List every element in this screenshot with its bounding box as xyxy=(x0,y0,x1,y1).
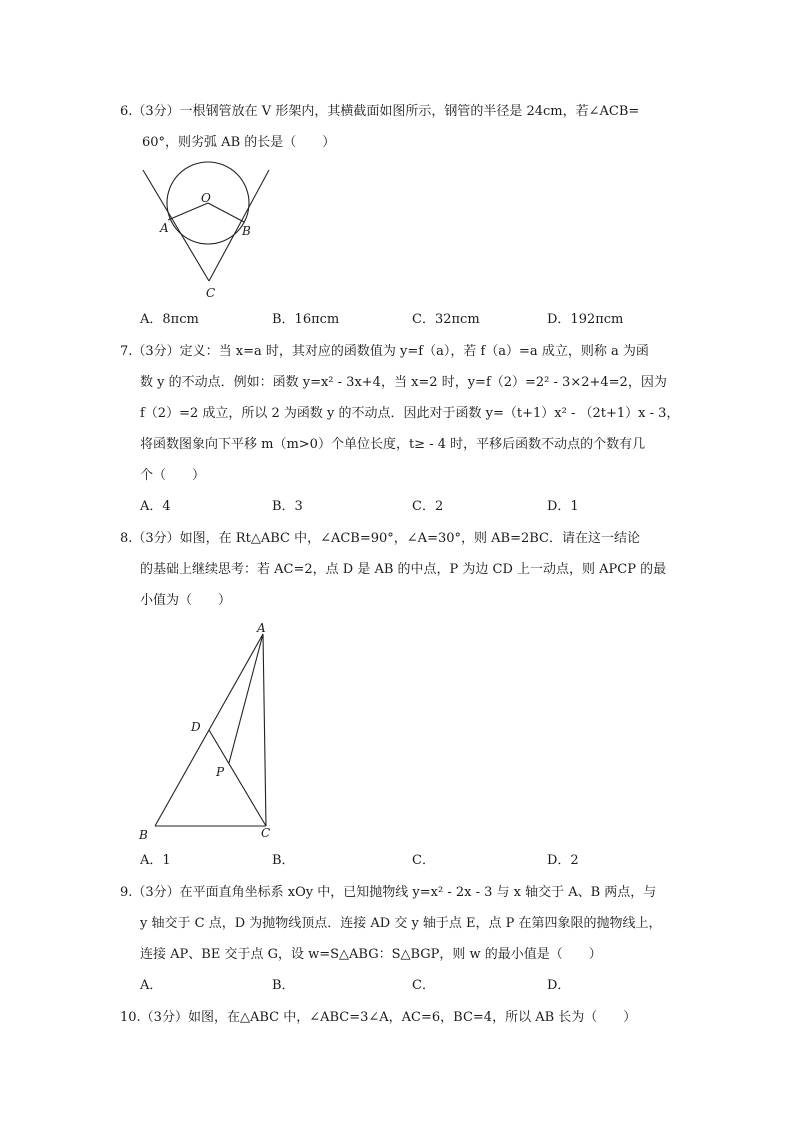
label-a: A xyxy=(160,221,169,235)
label-b: B xyxy=(242,224,251,238)
q7-option-b[interactable]: B．3 xyxy=(272,499,303,514)
q8-line-2: 的基础上继续思考：若 AC=2，点 D 是 AB 的中点，P 为边 CD 上一动点，则 APCP 的最 xyxy=(140,562,667,577)
v-frame-left-arm xyxy=(143,170,209,281)
q9-option-b[interactable]: B． xyxy=(272,978,295,993)
q9-line-1: 9.（3分）在平面直角坐标系 xOy 中，已知抛物线 y=x² - 2x - 3 与 x 轴交于 A、B 两点，与 xyxy=(120,885,657,900)
q7-option-d[interactable]: D．1 xyxy=(547,499,579,514)
q6-option-d[interactable]: D．192πcm xyxy=(547,312,624,327)
q6-option-b[interactable]: B．16πcm xyxy=(272,312,340,327)
q7-line-4: 将函数图象向下平移 m（m>0）个单位长度，t≥ - 4 时，平移后函数不动点的个数有几 xyxy=(140,437,646,452)
q8-option-a[interactable]: A．1 xyxy=(140,853,171,868)
q9-line-3: 连接 AP、BE 交于点 G，设 w=S△ABG：S△BGP，则 w 的最小值是（ ） xyxy=(140,947,602,962)
q7-line-2: 数 y 的不动点．例如：函数 y=x² - 3x+4，当 x=2 时，y=f（2）=2² - 3×2+4=2，因为 xyxy=(140,375,667,390)
segment-ap xyxy=(229,634,263,763)
q9-option-c[interactable]: C． xyxy=(412,978,435,993)
q7-line-5: 个（ ） xyxy=(140,468,206,483)
q8-option-b[interactable]: B． xyxy=(272,853,295,868)
label-b: B xyxy=(139,828,148,842)
radius-ob xyxy=(208,203,244,222)
q7-line-1: 7.（3分）定义：当 x=a 时，其对应的函数值为 y=f（a），若 f（a）=a 成立，则称 a 为函 xyxy=(120,344,649,359)
v-frame-right-arm xyxy=(209,170,269,281)
q9-option-a[interactable]: A． xyxy=(140,978,163,993)
q6-line-1: 6.（3分）一根钢管放在 V 形架内，其横截面如图所示，钢管的半径是 24cm，若∠ACB= xyxy=(120,104,640,119)
q7-line-3: f（2）=2 成立，所以 2 为函数 y 的不动点．因此对于函数 y=（t+1）x² - （2t+1）x - 3， xyxy=(140,406,680,421)
label-c: C xyxy=(261,826,271,840)
q8-line-1: 8.（3分）如图，在 Rt△ABC 中，∠ACB=90°，∠A=30°，则 AB=2BC．请在这一结论 xyxy=(120,531,640,546)
label-a: A xyxy=(257,621,266,635)
q8-figure xyxy=(135,615,285,845)
q7-option-c[interactable]: C．2 xyxy=(412,499,444,514)
q10-line-1: 10.（3分）如图，在△ABC 中，∠ABC=3∠A，AC=6，BC=4，所以 AB 长为（ ） xyxy=(120,1010,637,1025)
q6-option-c[interactable]: C．32πcm xyxy=(412,312,480,327)
q8-line-3: 小值为（ ） xyxy=(140,593,232,608)
side-ac xyxy=(263,634,266,826)
q8-option-c[interactable]: C． xyxy=(412,853,435,868)
label-o: O xyxy=(201,191,211,205)
q8-option-d[interactable]: D．2 xyxy=(547,853,579,868)
label-d: D xyxy=(191,720,201,734)
q9-line-2: y 轴交于 C 点，D 为抛物线顶点．连接 AD 交 y 轴于点 E，点 P 在第四象限的抛物线上， xyxy=(140,916,662,931)
radius-oa xyxy=(168,203,208,220)
label-p: P xyxy=(216,765,225,779)
q9-option-d[interactable]: D． xyxy=(547,978,571,993)
label-c: C xyxy=(206,286,216,300)
q7-option-a[interactable]: A．4 xyxy=(140,499,171,514)
q6-figure xyxy=(135,160,285,305)
q6-option-a[interactable]: A．8πcm xyxy=(140,312,199,327)
q6-line-2: 60°，则劣弧 AB 的长是（ ） xyxy=(142,135,336,150)
